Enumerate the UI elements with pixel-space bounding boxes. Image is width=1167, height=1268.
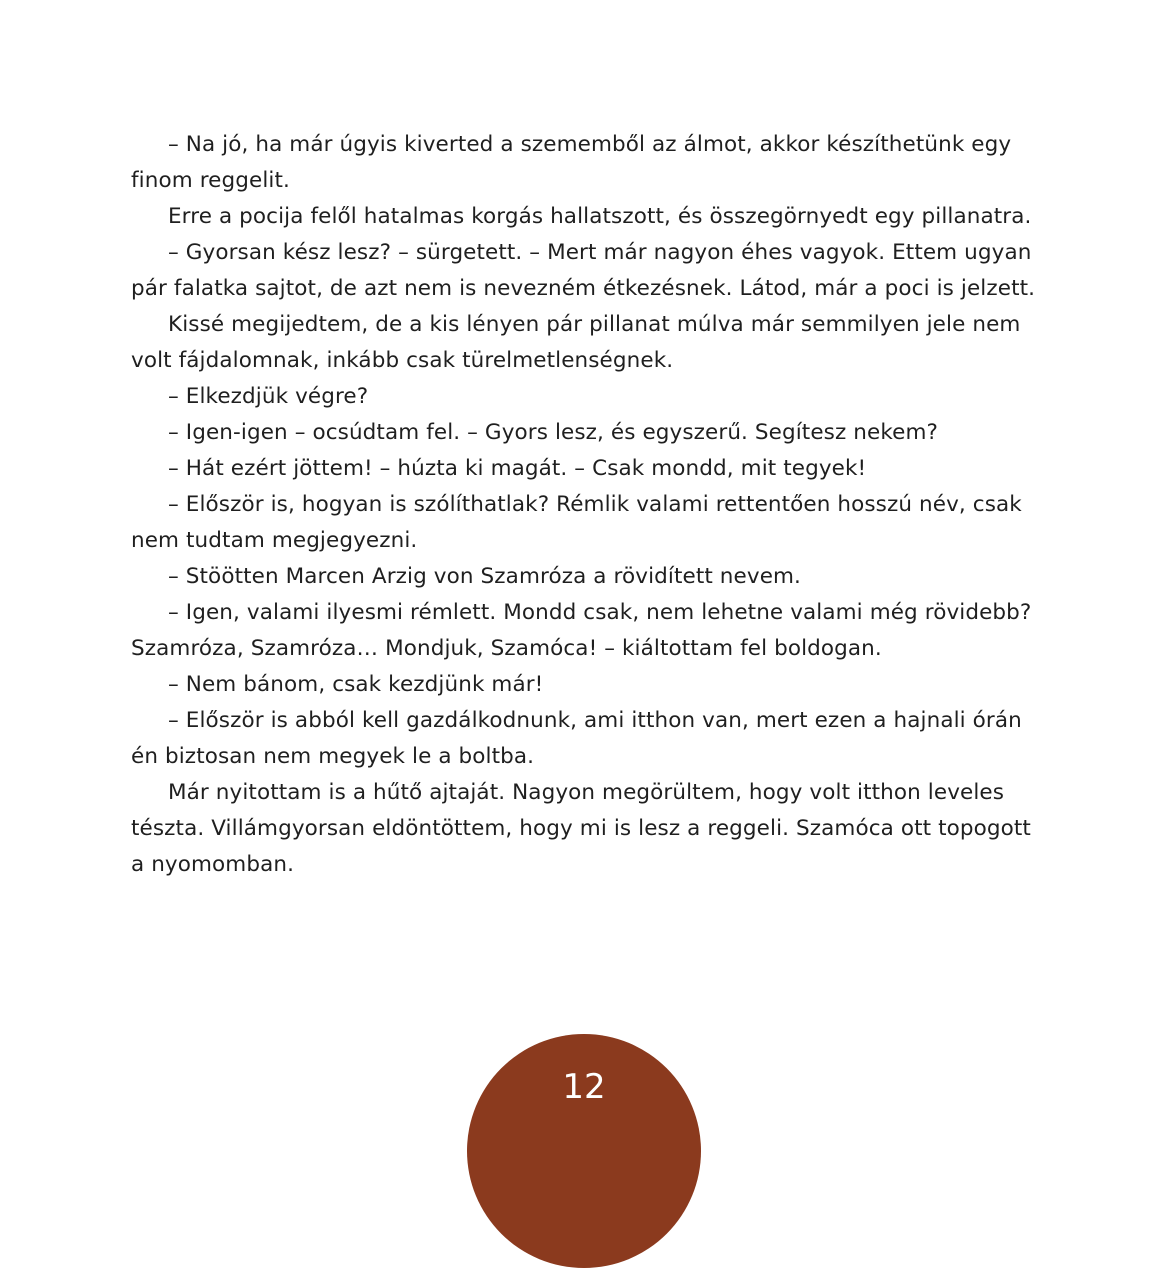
paragraph: – Igen, valami ilyesmi rémlett. Mondd csak, nem lehetne valami még rövidebb? Szamróza, Szamróza… Mondjuk, Szamóca! – kiáltottam fel boldogan. <box>131 600 1032 661</box>
paragraph: Kissé megijedtem, de a kis lényen pár pillanat múlva már semmilyen jele nem volt fájdalomnak, inkább csak türelmetlenségnek. <box>131 312 1021 373</box>
paragraph: – Nem bánom, csak kezdjünk már! <box>168 672 544 697</box>
paragraph: Erre a pocija felől hatalmas korgás hallatszott, és összegörnyedt egy pillanatra. <box>168 204 1032 229</box>
story-text <box>131 127 1036 883</box>
paragraph: – Elkezdjük végre? <box>168 384 369 409</box>
paragraph: – Először is, hogyan is szólíthatlak? Rémlik valami rettentően hosszú név, csak nem tudtam megjegyezni. <box>131 492 1022 553</box>
paragraph: – Először is abból kell gazdálkodnunk, ami itthon van, mert ezen a hajnali órán én biztosan nem megyek le a boltba. <box>131 708 1022 769</box>
page-number: 12 <box>562 1067 606 1107</box>
paragraph: Már nyitottam is a hűtő ajtaját. Nagyon megörültem, hogy volt itthon leveles tészta. Villámgyorsan eldöntöttem, hogy mi is lesz a reggeli. Szamóca ott topogott a nyomomban. <box>131 780 1031 877</box>
paragraph: – Hát ezért jöttem! – húzta ki magát. – Csak mondd, mit tegyek! <box>168 456 867 481</box>
paragraph: – Gyorsan kész lesz? – sürgetett. – Mert már nagyon éhes vagyok. Ettem ugyan pár falatka sajtot, de azt nem is nevezném étkezésnek. Látod, már a poci is jelzett. <box>131 240 1036 301</box>
paragraph: – Stöötten Marcen Arzig von Szamróza a rövidített nevem. <box>168 564 801 589</box>
paragraph: – Igen-igen – ocsúdtam fel. – Gyors lesz, és egyszerű. Segítesz nekem? <box>168 420 939 445</box>
paragraph: – Na jó, ha már úgyis kiverted a szememből az álmot, akkor készíthetünk egy finom reggelit. <box>131 132 1012 193</box>
